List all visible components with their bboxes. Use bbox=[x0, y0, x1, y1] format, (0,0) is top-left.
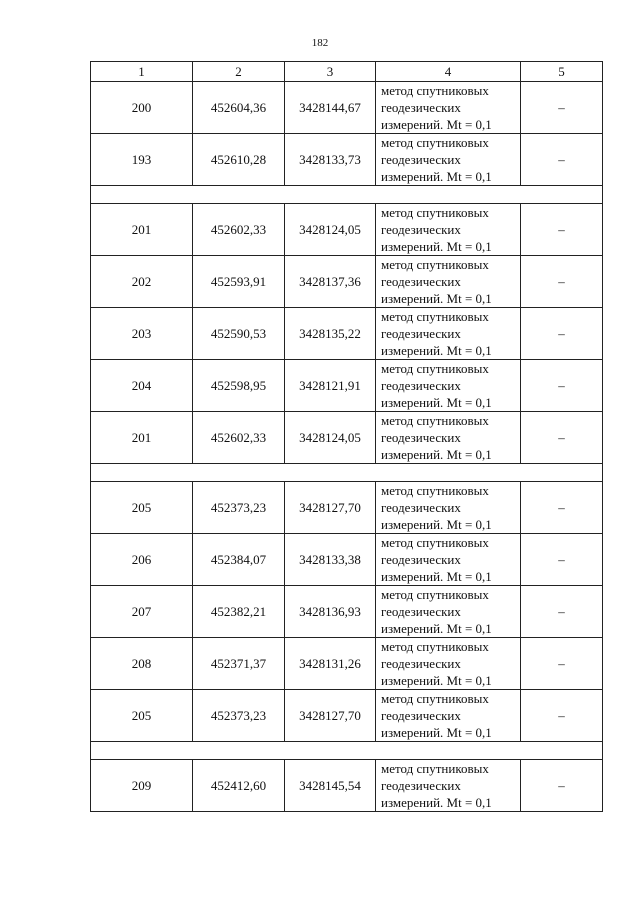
method-line: геодезических bbox=[381, 604, 461, 619]
point-number-cell: 204 bbox=[91, 360, 193, 412]
page-number: 182 bbox=[311, 37, 329, 49]
table-row bbox=[91, 412, 603, 464]
group-separator-row bbox=[91, 464, 603, 482]
y-coordinate-cell: 3428131,26 bbox=[285, 638, 376, 690]
x-coordinate-cell: 452590,53 bbox=[193, 308, 285, 360]
y-coordinate-cell: 3428136,93 bbox=[285, 586, 376, 638]
x-coordinate-cell: 452593,91 bbox=[193, 256, 285, 308]
y-coordinate-cell: 3428137,36 bbox=[285, 256, 376, 308]
x-coordinate-cell: 452373,23 bbox=[193, 690, 285, 742]
column-5-cell: – bbox=[521, 482, 603, 534]
method-cell bbox=[376, 690, 521, 742]
point-number-cell: 203 bbox=[91, 308, 193, 360]
method-line: измерений. Mt = 0,1 bbox=[381, 291, 492, 306]
method-line: измерений. Mt = 0,1 bbox=[381, 447, 492, 462]
y-coordinate-cell: 3428133,38 bbox=[285, 534, 376, 586]
method-line: геодезических bbox=[381, 100, 461, 115]
method-line: измерений. Mt = 0,1 bbox=[381, 621, 492, 636]
column-5-cell: – bbox=[521, 82, 603, 134]
table-row bbox=[91, 134, 603, 186]
x-coordinate-cell: 452412,60 bbox=[193, 760, 285, 812]
point-number-cell: 201 bbox=[91, 204, 193, 256]
method-line: геодезических bbox=[381, 222, 461, 237]
column-5-cell: – bbox=[521, 760, 603, 812]
group-separator-cell bbox=[91, 186, 603, 204]
y-coordinate-cell: 3428144,67 bbox=[285, 82, 376, 134]
method-line: измерений. Mt = 0,1 bbox=[381, 343, 492, 358]
method-line: геодезических bbox=[381, 326, 461, 341]
column-5-cell: – bbox=[521, 360, 603, 412]
table-header-row bbox=[91, 62, 603, 82]
method-cell bbox=[376, 82, 521, 134]
column-5-cell: – bbox=[521, 534, 603, 586]
method-line: геодезических bbox=[381, 778, 461, 793]
method-line: метод спутниковых bbox=[381, 83, 489, 98]
method-line: метод спутниковых bbox=[381, 361, 489, 376]
group-separator-row bbox=[91, 186, 603, 204]
column-5-cell: – bbox=[521, 690, 603, 742]
x-coordinate-cell: 452373,23 bbox=[193, 482, 285, 534]
table-row bbox=[91, 760, 603, 812]
method-line: измерений. Mt = 0,1 bbox=[381, 725, 492, 740]
column-header-4: 4 bbox=[376, 62, 521, 82]
x-coordinate-cell: 452604,36 bbox=[193, 82, 285, 134]
method-line: метод спутниковых bbox=[381, 587, 489, 602]
method-line: измерений. Mt = 0,1 bbox=[381, 239, 492, 254]
column-5-cell: – bbox=[521, 638, 603, 690]
method-line: метод спутниковых bbox=[381, 205, 489, 220]
method-cell bbox=[376, 534, 521, 586]
column-5-cell: – bbox=[521, 134, 603, 186]
column-header-5: 5 bbox=[521, 62, 603, 82]
method-line: геодезических bbox=[381, 430, 461, 445]
method-cell bbox=[376, 760, 521, 812]
y-coordinate-cell: 3428133,73 bbox=[285, 134, 376, 186]
point-number-cell: 209 bbox=[91, 760, 193, 812]
point-number-cell: 206 bbox=[91, 534, 193, 586]
x-coordinate-cell: 452602,33 bbox=[193, 204, 285, 256]
method-line: измерений. Mt = 0,1 bbox=[381, 795, 492, 810]
method-line: метод спутниковых bbox=[381, 309, 489, 324]
point-number-cell: 207 bbox=[91, 586, 193, 638]
y-coordinate-cell: 3428145,54 bbox=[285, 760, 376, 812]
column-5-cell: – bbox=[521, 308, 603, 360]
column-header-1: 1 bbox=[91, 62, 193, 82]
x-coordinate-cell: 452598,95 bbox=[193, 360, 285, 412]
method-line: измерений. Mt = 0,1 bbox=[381, 395, 492, 410]
method-cell bbox=[376, 360, 521, 412]
column-5-cell: – bbox=[521, 412, 603, 464]
column-5-cell: – bbox=[521, 256, 603, 308]
x-coordinate-cell: 452382,21 bbox=[193, 586, 285, 638]
method-cell bbox=[376, 412, 521, 464]
method-line: измерений. Mt = 0,1 bbox=[381, 117, 492, 132]
x-coordinate-cell: 452610,28 bbox=[193, 134, 285, 186]
column-header-3: 3 bbox=[285, 62, 376, 82]
table-row bbox=[91, 308, 603, 360]
table-row bbox=[91, 482, 603, 534]
method-line: геодезических bbox=[381, 500, 461, 515]
method-line: геодезических bbox=[381, 708, 461, 723]
method-line: метод спутниковых bbox=[381, 483, 489, 498]
method-cell bbox=[376, 204, 521, 256]
group-separator-cell bbox=[91, 742, 603, 760]
method-cell bbox=[376, 308, 521, 360]
method-line: метод спутниковых bbox=[381, 257, 489, 272]
table-row bbox=[91, 638, 603, 690]
point-number-cell: 201 bbox=[91, 412, 193, 464]
table-row bbox=[91, 690, 603, 742]
method-line: метод спутниковых bbox=[381, 691, 489, 706]
method-cell bbox=[376, 482, 521, 534]
table-row bbox=[91, 586, 603, 638]
y-coordinate-cell: 3428124,05 bbox=[285, 412, 376, 464]
column-5-cell: – bbox=[521, 586, 603, 638]
method-line: геодезических bbox=[381, 552, 461, 567]
point-number-cell: 193 bbox=[91, 134, 193, 186]
table-row bbox=[91, 256, 603, 308]
table-row bbox=[91, 360, 603, 412]
method-line: измерений. Mt = 0,1 bbox=[381, 517, 492, 532]
method-line: метод спутниковых bbox=[381, 761, 489, 776]
y-coordinate-cell: 3428121,91 bbox=[285, 360, 376, 412]
y-coordinate-cell: 3428135,22 bbox=[285, 308, 376, 360]
method-line: геодезических bbox=[381, 378, 461, 393]
method-cell bbox=[376, 256, 521, 308]
column-header-2: 2 bbox=[193, 62, 285, 82]
method-line: измерений. Mt = 0,1 bbox=[381, 673, 492, 688]
method-cell bbox=[376, 638, 521, 690]
point-number-cell: 205 bbox=[91, 690, 193, 742]
method-line: метод спутниковых bbox=[381, 135, 489, 150]
method-line: геодезических bbox=[381, 656, 461, 671]
coordinates-table bbox=[90, 61, 603, 812]
method-line: метод спутниковых bbox=[381, 535, 489, 550]
y-coordinate-cell: 3428127,70 bbox=[285, 482, 376, 534]
method-line: измерений. Mt = 0,1 bbox=[381, 169, 492, 184]
method-line: метод спутниковых bbox=[381, 639, 489, 654]
method-line: геодезических bbox=[381, 152, 461, 167]
group-separator-row bbox=[91, 742, 603, 760]
method-line: геодезических bbox=[381, 274, 461, 289]
method-cell bbox=[376, 586, 521, 638]
table-row bbox=[91, 534, 603, 586]
table-row bbox=[91, 82, 603, 134]
table-body bbox=[91, 62, 603, 812]
point-number-cell: 202 bbox=[91, 256, 193, 308]
point-number-cell: 205 bbox=[91, 482, 193, 534]
y-coordinate-cell: 3428127,70 bbox=[285, 690, 376, 742]
method-line: измерений. Mt = 0,1 bbox=[381, 569, 492, 584]
point-number-cell: 208 bbox=[91, 638, 193, 690]
method-cell bbox=[376, 134, 521, 186]
point-number-cell: 200 bbox=[91, 82, 193, 134]
x-coordinate-cell: 452602,33 bbox=[193, 412, 285, 464]
table-row bbox=[91, 204, 603, 256]
y-coordinate-cell: 3428124,05 bbox=[285, 204, 376, 256]
x-coordinate-cell: 452384,07 bbox=[193, 534, 285, 586]
x-coordinate-cell: 452371,37 bbox=[193, 638, 285, 690]
method-line: метод спутниковых bbox=[381, 413, 489, 428]
group-separator-cell bbox=[91, 464, 603, 482]
column-5-cell: – bbox=[521, 204, 603, 256]
